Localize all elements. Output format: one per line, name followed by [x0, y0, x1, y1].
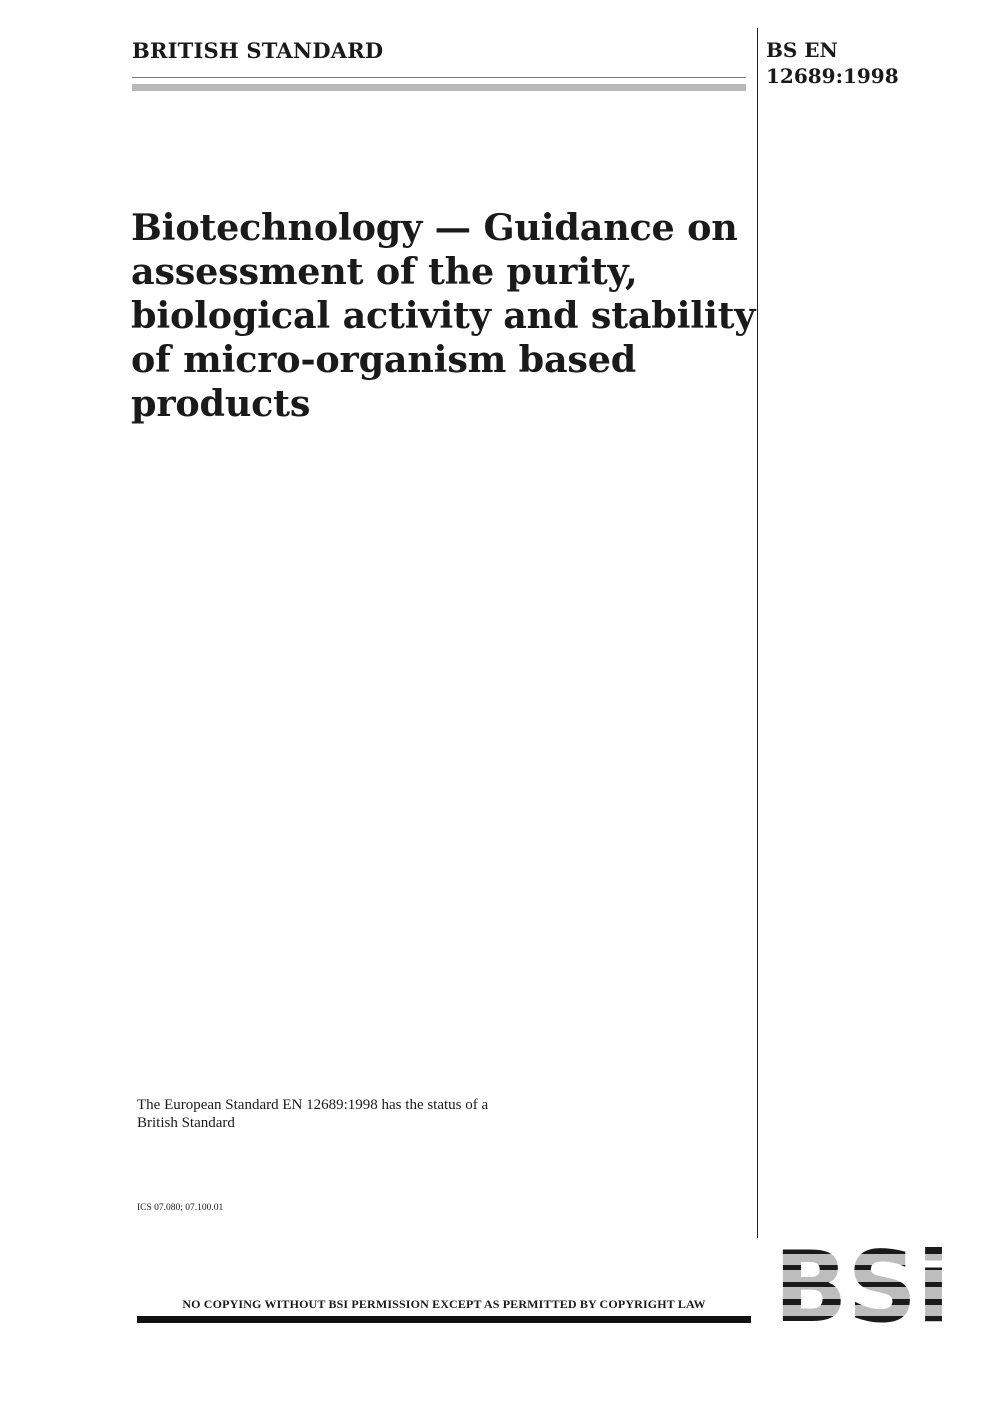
title-line: products	[131, 382, 311, 425]
standard-number-line1: BS EN	[766, 38, 838, 62]
status-line1: The European Standard EN 12689:1998 has the status of a	[137, 1097, 489, 1113]
footer-rule	[137, 1316, 751, 1323]
header-label: BRITISH STANDARD	[132, 38, 384, 63]
vertical-divider	[757, 28, 758, 1238]
title-line: of micro-organism based	[131, 338, 637, 381]
title-line: biological activity and stability	[131, 294, 756, 337]
header-thin-rule	[132, 77, 746, 78]
bsi-logo-icon	[774, 1247, 950, 1323]
copyright-notice: NO COPYING WITHOUT BSI PERMISSION EXCEPT AS PERMITTED BY COPYRIGHT LAW	[182, 1297, 706, 1311]
status-line2: British Standard	[137, 1115, 235, 1131]
ics-code: ICS 07.080; 07.100.01	[137, 1203, 224, 1213]
standard-number-line2: 12689:1998	[766, 64, 899, 88]
standard-number	[766, 37, 899, 89]
title-line: Biotechnology — Guidance on	[131, 206, 738, 249]
document-title	[131, 206, 756, 426]
title-line: assessment of the purity,	[131, 250, 638, 293]
status-statement	[137, 1096, 488, 1132]
header-thick-rule	[132, 84, 746, 91]
